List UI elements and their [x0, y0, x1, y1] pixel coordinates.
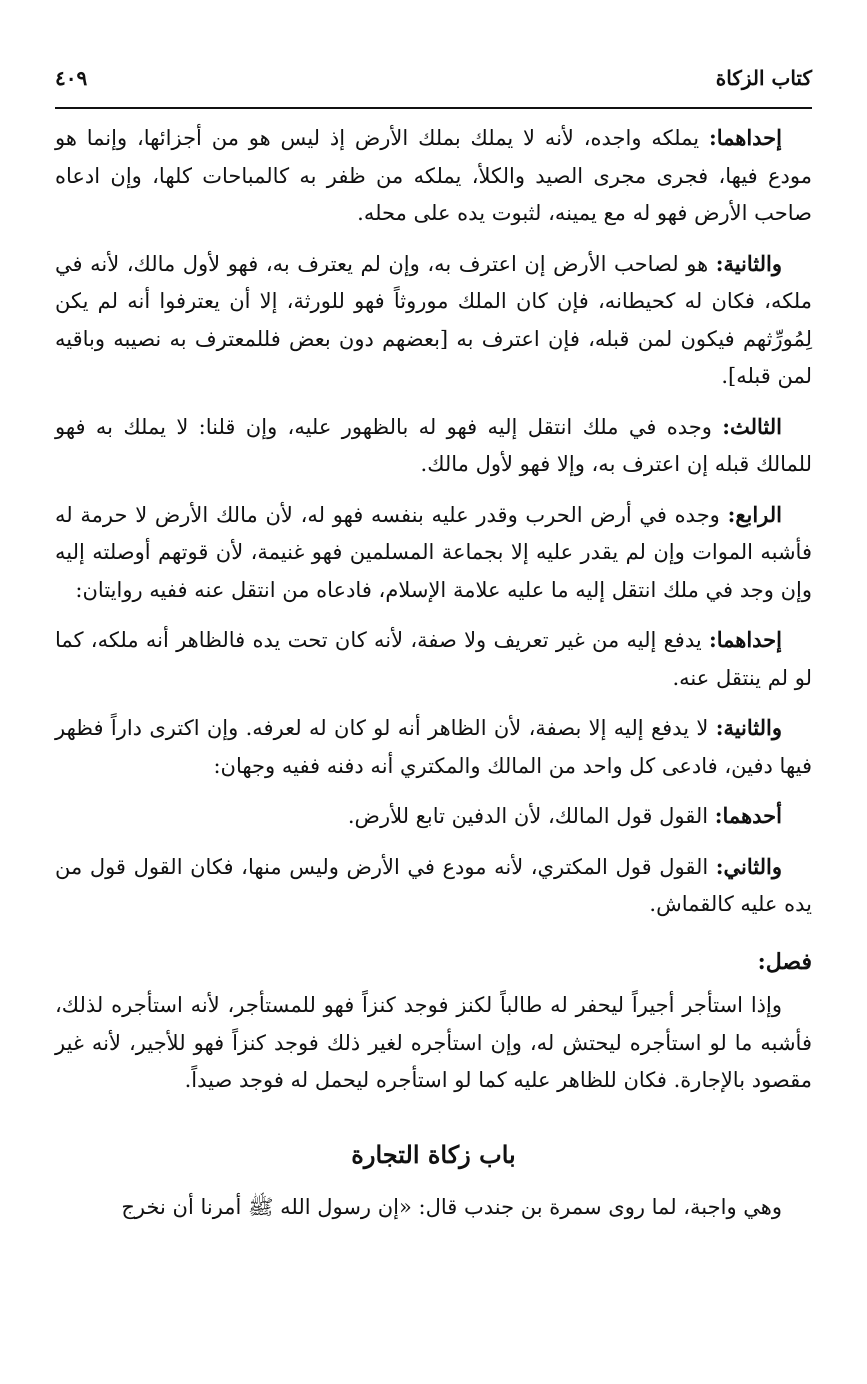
paragraph-text: لا يدفع إليه إلا بصفة، لأن الظاهر أنه لو كان له لعرفه. وإن اكترى داراً فظهر فيها دفين، فادعى كل واحد من المالك والمكتري أنه دفنه ففيه وجهان:	[55, 716, 812, 778]
chapter-opening-paragraph: وهي واجبة، لما روى سمرة بن جندب قال: «إن رسول الله ﷺ أمرنا أن نخرج	[121, 1195, 782, 1219]
paragraph-lead: والثاني:	[715, 853, 782, 879]
paragraph	[55, 848, 812, 924]
paragraph-text: وجده في ملك انتقل إليه فهو له بالظهور عليه، وإن قلنا: لا يملك به فهو للمالك قبله إن اعترف به، وإلا فهو لأول مالك.	[55, 414, 812, 476]
paragraph-text: القول قول المكتري، لأنه مودع في الأرض وليس منها، فكان القول قول من يده عليه كالقماش.	[55, 854, 812, 916]
paragraph-lead: والثانية:	[715, 250, 782, 276]
paragraph-text: القول قول المالك، لأن الدفين تابع للأرض.	[347, 804, 715, 828]
paragraph	[55, 245, 812, 396]
section-paragraph: وإذا استأجر أجيراً ليحفر له طالباً لكنز فوجد كنزاً فهو للمستأجر، لأنه استأجره لذلك، فأشبه ما لو استأجره ليحتش له، وإن استأجره لغير ذلك فوجد كنزاً فهو للأجير، لأنه غير مقصود بالإجارة. فكان للظاهر عليه كما لو استأجره ليحمل له فوجد صيداً.	[55, 993, 812, 1092]
paragraph-lead: إحداهما:	[708, 125, 782, 150]
running-header	[55, 58, 812, 98]
chapter-title: باب زكاة التجارة	[351, 1139, 516, 1169]
paragraph	[55, 621, 812, 697]
page-body	[55, 119, 812, 1239]
paragraph	[55, 496, 812, 610]
paragraph	[55, 709, 812, 785]
paragraph-lead: أحدهما:	[714, 803, 782, 828]
paragraph-text: وجده في أرض الحرب وقدر عليه بنفسه فهو له، لأن مالك الأرض لا حرمة له فأشبه الموات وإن لم يقدر عليه إلا بجماعة المسلمين فهو غنيمة، لأن قوتهم أوصلته إليه وإن وجد في ملك انتقل إليه ما عليه علامة الإسلام، فادعاه من انتقل عنه ففيه روايتان:	[55, 502, 812, 602]
section-heading: فصل:	[757, 948, 812, 975]
paragraph-text: يدفع إليه من غير تعريف ولا صفة، لأنه كان تحت يده فالظاهر أنه ملكه، كما لو لم ينتقل عنه.	[55, 628, 812, 690]
paragraph	[55, 797, 812, 836]
page-number: ٤٠٩	[55, 66, 88, 90]
paragraph-text: هو لصاحب الأرض إن اعترف به، وإن لم يعترف به، فهو لأول مالك، لأنه في ملكه، فكان له كحيطانه، فإن كان الملك موروثاً فهو للورثة، إلا أن يعترفوا أنه لم يكن لِمُورِّثهم فيكون لمن قبله، فإن اعترف به [بعضهم دون بعض فللمعترف به نصيبه وباقيه لمن قبله].	[55, 251, 812, 388]
paragraph-lead: الرابع:	[727, 501, 782, 527]
book-section-title: كتاب الزكاة	[715, 66, 812, 90]
header-rule	[55, 107, 812, 109]
paragraph-text: يملكه واجده، لأنه لا يملك بملك الأرض إذ ليس هو من أجزائها، وإنما هو مودع فيها، فجرى مجرى الصيد والكلأ، يملكه من ظفر به كالمباحات كلها، وإن ادعاه صاحب الأرض فهو له مع يمينه، لثبوت يده على محله.	[55, 126, 812, 225]
paragraph-lead: والثانية:	[715, 715, 782, 740]
paragraph-lead: الثالث:	[722, 413, 782, 439]
paragraph	[55, 408, 812, 484]
paragraph-lead: إحداهما:	[708, 627, 782, 652]
paragraph	[55, 119, 812, 233]
